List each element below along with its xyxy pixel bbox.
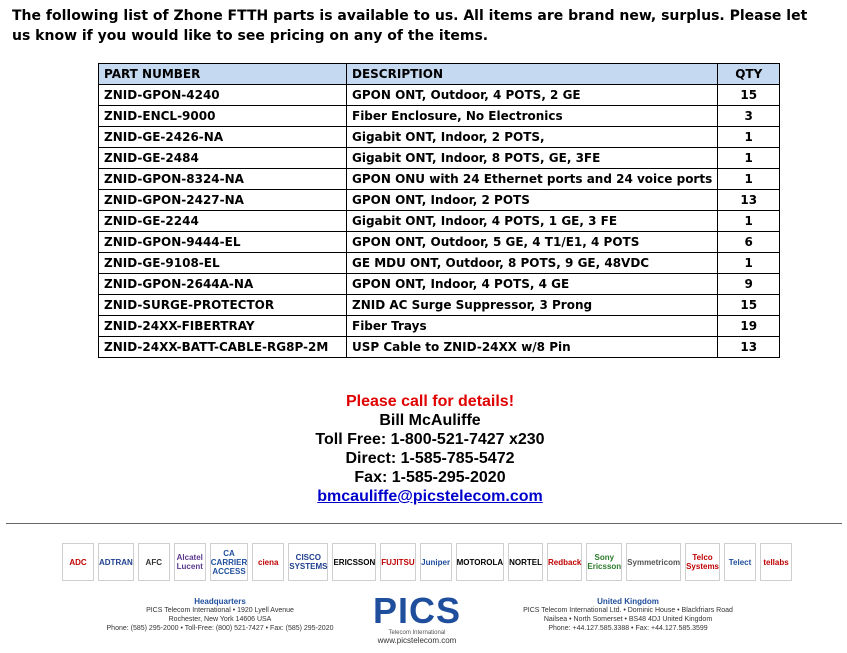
qty-cell: 15 [718, 295, 780, 316]
parts-table-body [99, 85, 780, 358]
description-cell: GPON ONT, Outdoor, 4 POTS, 2 GE [347, 85, 718, 106]
partner-logo: Alcatel Lucent [174, 543, 206, 581]
part-number-cell: ZNID-24XX-FIBERTRAY [99, 316, 347, 337]
qty-cell: 19 [718, 316, 780, 337]
uk-address-line2: Nailsea • North Somerset • BS48 4DJ United Kingdom [543, 616, 713, 623]
partner-logo: Symmetricom [626, 543, 681, 581]
table-header-row [99, 64, 780, 85]
partner-logo: tellabs [760, 543, 792, 581]
partner-logo: CISCO SYSTEMS [288, 543, 328, 581]
partner-logo: ADC [62, 543, 94, 581]
table-row [99, 169, 780, 190]
table-row [99, 253, 780, 274]
qty-cell: 1 [718, 253, 780, 274]
qty-cell: 1 [718, 127, 780, 148]
hq-phone-line: Phone: (585) 295-2000 • Toll-Free: (800) 521-7427 • Fax: (585) 295-2020 [106, 625, 334, 632]
table-row [99, 106, 780, 127]
partner-logo: Telco Systems [685, 543, 720, 581]
part-number-cell: ZNID-ENCL-9000 [99, 106, 347, 127]
qty-cell: 9 [718, 274, 780, 295]
qty-cell: 13 [718, 337, 780, 358]
column-header-part-number: PART NUMBER [99, 64, 347, 85]
partner-logo: AFC [138, 543, 170, 581]
description-cell: Gigabit ONT, Indoor, 8 POTS, GE, 3FE [347, 148, 718, 169]
hq-title: Headquarters [194, 597, 246, 606]
qty-cell: 3 [718, 106, 780, 127]
qty-cell: 6 [718, 232, 780, 253]
qty-cell: 15 [718, 85, 780, 106]
partner-logo: FUJITSU [380, 543, 415, 581]
toll-free-phone: Toll Free: 1-800-521-7427 x230 [315, 431, 545, 448]
divider [6, 523, 842, 524]
table-row [99, 274, 780, 295]
part-number-cell: ZNID-GPON-8324-NA [99, 169, 347, 190]
description-cell: USP Cable to ZNID-24XX w/8 Pin [347, 337, 718, 358]
website-link[interactable]: www.picstelecom.com [377, 636, 457, 645]
fax-number: Fax: 1-585-295-2020 [354, 469, 506, 486]
description-cell: Fiber Trays [347, 316, 718, 337]
direct-phone: Direct: 1-585-785-5472 [345, 450, 515, 467]
table-row [99, 316, 780, 337]
hq-address-line1: PICS Telecom International • 1920 Lyell Avenue [146, 607, 294, 614]
column-header-description: DESCRIPTION [347, 64, 718, 85]
part-number-cell: ZNID-24XX-BATT-CABLE-RG8P-2M [99, 337, 347, 358]
partner-logo: Juniper [420, 543, 452, 581]
partner-logos-strip [62, 543, 792, 581]
call-for-details: Please call for details! [345, 393, 515, 410]
partner-logo: MOTOROLA [456, 543, 505, 581]
uk-phone-line: Phone: +44.127.585.3388 • Fax: +44.127.585.3599 [548, 625, 708, 632]
pics-brand: PICS [372, 590, 462, 631]
column-header-qty: QTY [718, 64, 780, 85]
partner-logo: NORTEL [508, 543, 543, 581]
table-row [99, 148, 780, 169]
description-cell: Fiber Enclosure, No Electronics [347, 106, 718, 127]
qty-cell: 1 [718, 148, 780, 169]
part-number-cell: ZNID-GE-9108-EL [99, 253, 347, 274]
pics-brand-sub: Telecom International [388, 630, 446, 636]
footer-uk [498, 597, 758, 633]
hq-address-line2: Rochester, New York 14606 USA [168, 616, 272, 623]
description-cell: Gigabit ONT, Indoor, 2 POTS, [347, 127, 718, 148]
pics-logo [362, 592, 472, 650]
part-number-cell: ZNID-GPON-9444-EL [99, 232, 347, 253]
part-number-cell: ZNID-SURGE-PROTECTOR [99, 295, 347, 316]
part-number-cell: ZNID-GE-2426-NA [99, 127, 347, 148]
description-cell: GPON ONT, Outdoor, 5 GE, 4 T1/E1, 4 POTS [347, 232, 718, 253]
partner-logo: ciena [252, 543, 284, 581]
description-cell: GPON ONT, Indoor, 2 POTS [347, 190, 718, 211]
partner-logo: Redback [547, 543, 582, 581]
description-cell: ZNID AC Surge Suppressor, 3 Prong [347, 295, 718, 316]
partner-logo: CA CARRIER ACCESS [210, 543, 248, 581]
table-row [99, 190, 780, 211]
part-number-cell: ZNID-GPON-4240 [99, 85, 347, 106]
partner-logo: ADTRAN [98, 543, 134, 581]
table-row [99, 232, 780, 253]
table-row [99, 127, 780, 148]
description-cell: GPON ONU with 24 Ethernet ports and 24 voice ports [347, 169, 718, 190]
partner-logo: Sony Ericsson [586, 543, 622, 581]
partner-logo: ERICSSON [332, 543, 376, 581]
parts-table [98, 63, 780, 358]
qty-cell: 1 [718, 211, 780, 232]
table-row [99, 211, 780, 232]
qty-cell: 1 [718, 169, 780, 190]
table-row [99, 337, 780, 358]
uk-address-line1: PICS Telecom International Ltd. • Dominic House • Blackfriars Road [523, 607, 733, 614]
table-row [99, 85, 780, 106]
part-number-cell: ZNID-GE-2484 [99, 148, 347, 169]
email-link[interactable]: bmcauliffe@picstelecom.com [317, 488, 543, 505]
contact-name: Bill McAuliffe [379, 412, 481, 429]
description-cell: GE MDU ONT, Outdoor, 8 POTS, 9 GE, 48VDC [347, 253, 718, 274]
qty-cell: 13 [718, 190, 780, 211]
contact-block [230, 392, 630, 506]
part-number-cell: ZNID-GE-2244 [99, 211, 347, 232]
part-number-cell: ZNID-GPON-2644A-NA [99, 274, 347, 295]
table-row [99, 295, 780, 316]
description-cell: GPON ONT, Indoor, 4 POTS, 4 GE [347, 274, 718, 295]
intro-paragraph: The following list of Zhone FTTH parts is available to us. All items are brand new, surplus. Please let us know if you would like to see pricing on any of the items. [12, 8, 808, 44]
partner-logo: Telect [724, 543, 756, 581]
description-cell: Gigabit ONT, Indoor, 4 POTS, 1 GE, 3 FE [347, 211, 718, 232]
part-number-cell: ZNID-GPON-2427-NA [99, 190, 347, 211]
footer-headquarters [95, 597, 345, 633]
uk-title: United Kingdom [597, 597, 659, 606]
